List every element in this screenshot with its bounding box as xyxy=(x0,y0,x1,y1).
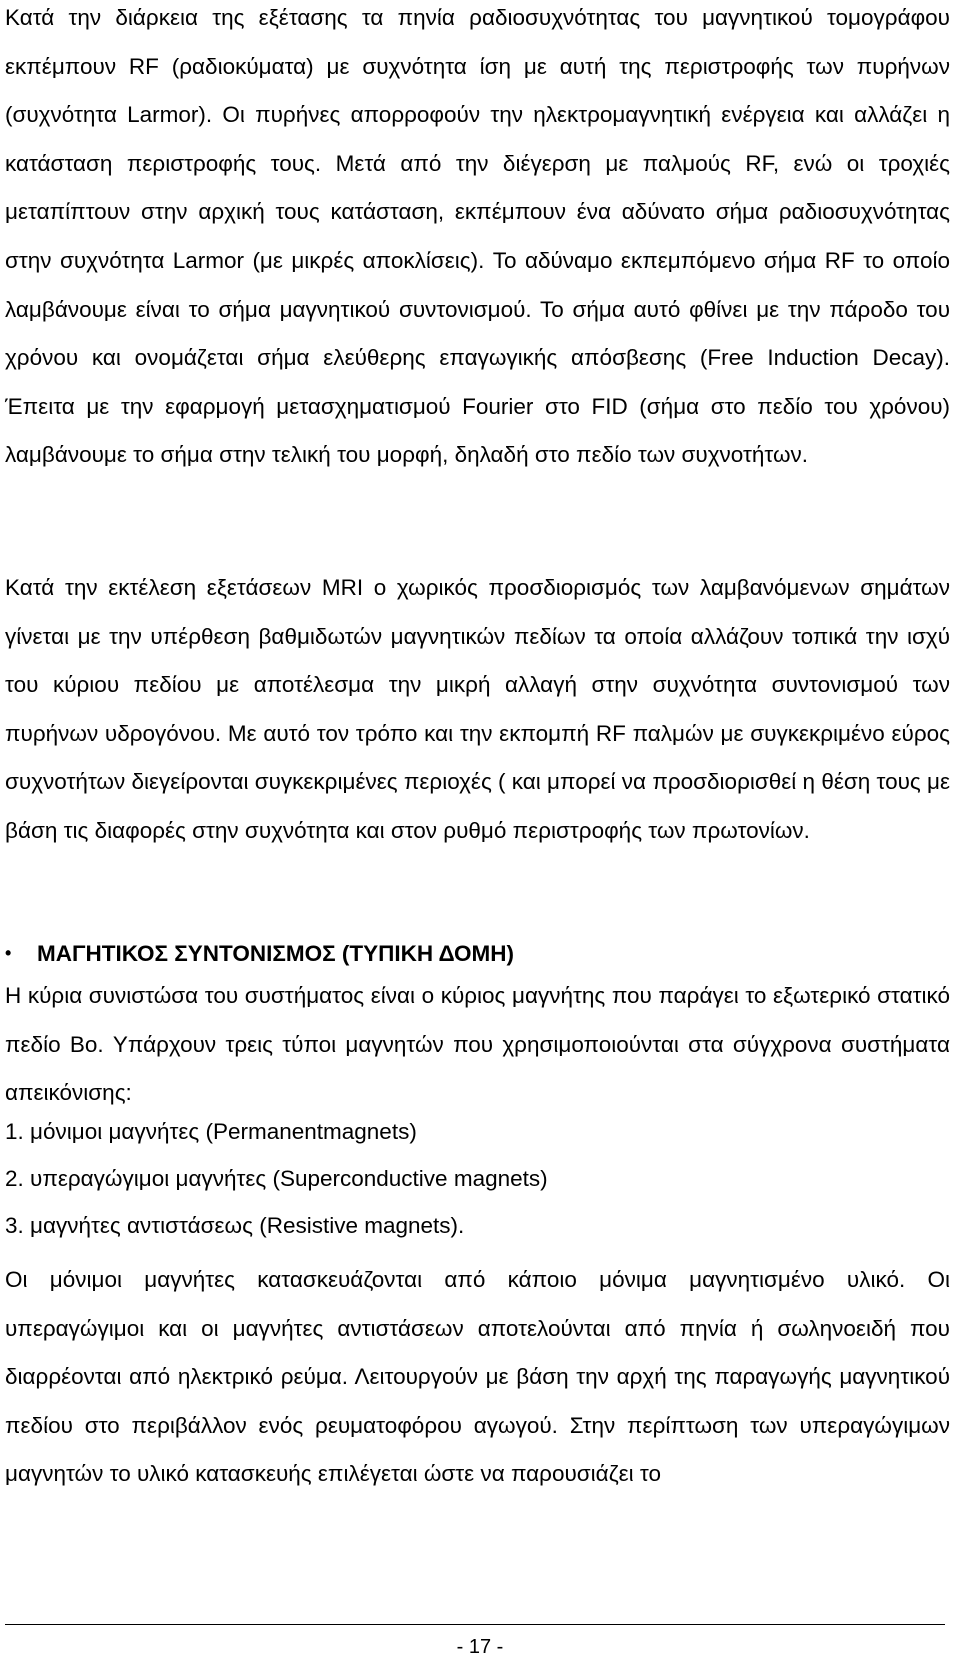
list-item: 1. μόνιμοι μαγνήτες (Permanentmagnets) xyxy=(5,1119,417,1144)
paragraph-main-magnet: Η κύρια συνιστώσα του συστήματος είναι ο κύριος μαγνήτης που παράγει το εξωτερικό στατικό πεδίο Bo. Υπάρχουν τρεις τύποι μαγνητών που χρησιμοποιούνται στα σύγχρονα συστήματα απεικόνισης: xyxy=(5,983,950,1106)
section-heading-text: ΜΑΓΗΤΙΚΟΣ ΣΥΝΤΟΝΙΣΜΟΣ (ΤΥΠΙΚΗ ΔΟΜΗ) xyxy=(37,941,515,966)
list-item: 2. υπεραγώγιμοι μαγνήτες (Superconductive magnets) xyxy=(5,1166,548,1191)
paragraph-fid-signal: Κατά την διάρκεια της εξέτασης τα πηνία ραδιοσυχνότητας του μαγνητικού τομογράφου εκπέμπουν RF (ραδιοκύματα) με συχνότητα ίση με αυτή της περιστροφής των πυρήνων (συχνότητα Larmor). Οι πυρήνες απορροφούν την ηλεκτρομαγνητική ενέργεια και αλλάζει η κατάσταση περιστροφής τους. Μετά από την διέγερση με παλμούς RF, ενώ οι τροχιές μεταπίπτουν στην αρχική τους κατάσταση, εκπέμπουν ένα αδύνατο σήμα ραδιοσυχνότητας στην συχνότητα Larmor (με μικρές αποκλίσεις). Το αδύναμο εκπεμπόμενο σήμα RF το οποίο λαμβάνουμε είναι το σήμα μαγνητικού συντονισμού. Το σήμα αυτό φθίνει με την πάροδο του χρόνου και ονομάζεται σήμα ελεύθερης επαγωγικής απόσβεσης (Free Induction Decay). Έπειτα με την εφαρμογή μετασχηματισμού Fourier στο FID (σήμα στο πεδίο του χρόνου) λαμβάνουμε το σήμα στην τελική του μορφή, δηλαδή στο πεδίο των συχνοτήτων. xyxy=(5,5,950,468)
page-number: - 17 - xyxy=(456,1636,504,1658)
bullet-icon: • xyxy=(5,943,12,963)
magnet-types-list xyxy=(5,1112,945,1253)
paragraph-spatial-localization: Κατά την εκτέλεση εξετάσεων MRI ο χωρικός προσδιορισμός των λαμβανόμενων σημάτων γίνεται με την υπέρθεση βαθμιδωτών μαγνητικών πεδίων τα οποία αλλάζουν τοπικά την ισχύ του κύριου πεδίου με αποτέλεσμα την μικρή αλλαγή στην συχνότητα συντονισμού των πυρήνων υδρογόνου. Με αυτό τον τρόπο και την εκπομπή RF παλμών με συγκεκριμένο εύρος συχνοτήτων διεγείρονται συγκεκριμένες περιοχές ( και μπορεί να προσδιορισθεί η θέση τους με βάση τις διαφορές στην συχνότητα και στον ρυθμό περιστροφής των πρωτονίων. xyxy=(5,575,950,843)
footer-divider xyxy=(5,1624,945,1625)
section-heading xyxy=(5,938,945,969)
list-item: 3. μαγνήτες αντιστάσεως (Resistive magnets). xyxy=(5,1213,465,1238)
paragraph-magnet-construction: Οι μόνιμοι μαγνήτες κατασκευάζονται από κάποιο μόνιμα μαγνητισμένο υλικό. Οι υπεραγώγιμοι και οι μαγνήτες αντιστάσεων αποτελούνται από πηνία ή σωληνοειδή που διαρρέονται από ηλεκτρικό ρεύμα. Λειτουργούν με βάση την αρχή της παραγωγής μαγνητικού πεδίου στο περιβάλλον ενός ρευματοφόρου αγωγού. Στην περίπτωση των υπεραγώγιμων μαγνητών το υλικό κατασκευής επιλέγεται ώστε να παρουσιάζει το xyxy=(5,1267,950,1487)
